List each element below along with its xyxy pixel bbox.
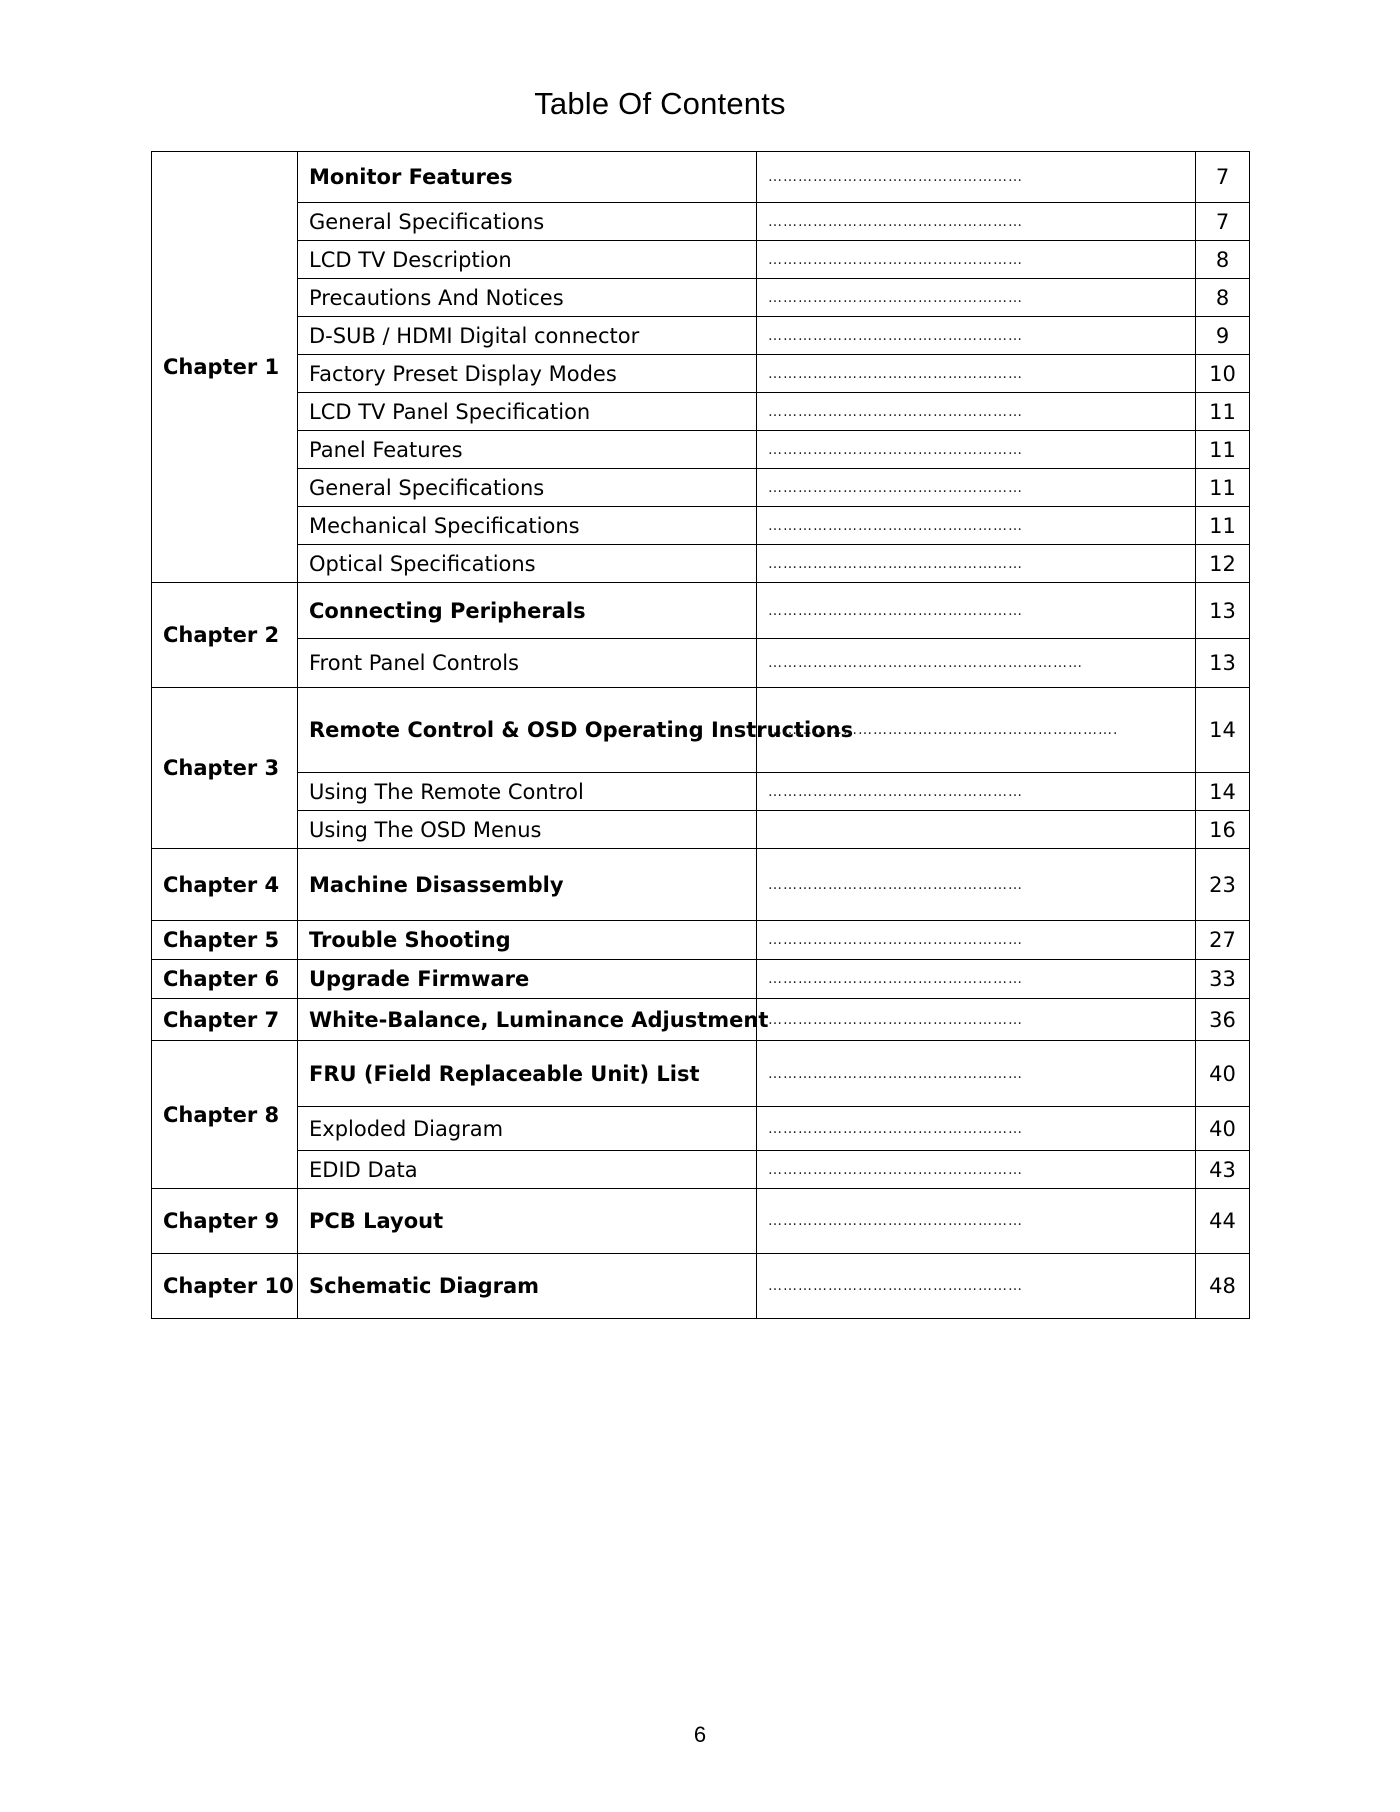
toc-entry-title[interactable]: LCD TV Panel Specification	[298, 393, 757, 431]
toc-page-number[interactable]: 11	[1196, 507, 1250, 545]
toc-entry-title[interactable]: General Specifications	[298, 203, 757, 241]
toc-page-number[interactable]: 14	[1196, 688, 1250, 773]
toc-row	[152, 639, 1250, 688]
toc-row	[152, 545, 1250, 583]
toc-row	[152, 431, 1250, 469]
dot-leader: ……………………………………………	[757, 545, 1196, 583]
toc-table	[151, 151, 1250, 1319]
dot-leader: ……………………………………………	[757, 469, 1196, 507]
dot-leader: ……………………………………………	[757, 1254, 1196, 1319]
dot-leader: ……………………………………………	[757, 583, 1196, 639]
toc-entry-title[interactable]: LCD TV Description	[298, 241, 757, 279]
toc-row	[152, 507, 1250, 545]
toc-page-number[interactable]: 11	[1196, 393, 1250, 431]
toc-page-number[interactable]: 43	[1196, 1151, 1250, 1189]
toc-page-number[interactable]: 13	[1196, 583, 1250, 639]
dot-leader: ……………………………………………	[757, 1151, 1196, 1189]
toc-row	[152, 773, 1250, 811]
toc-row	[152, 1151, 1250, 1189]
toc-entry-title[interactable]: Precautions And Notices	[298, 279, 757, 317]
dot-leader: ……………………………………………	[757, 999, 1196, 1041]
toc-page-number[interactable]: 13	[1196, 639, 1250, 688]
toc-row	[152, 279, 1250, 317]
toc-row	[152, 960, 1250, 999]
chapter-label: Chapter 3	[152, 688, 298, 849]
toc-entry-title[interactable]: Exploded Diagram	[298, 1107, 757, 1151]
chapter-label: Chapter 1	[152, 152, 298, 583]
dot-leader: ……………………………………………	[757, 921, 1196, 960]
toc-page-number[interactable]: 40	[1196, 1107, 1250, 1151]
toc-row	[152, 1254, 1250, 1319]
toc-page-number[interactable]: 9	[1196, 317, 1250, 355]
dot-leader: …………………………………………………………….	[757, 688, 1196, 773]
toc-row	[152, 152, 1250, 203]
toc-page-number[interactable]: 44	[1196, 1189, 1250, 1254]
dot-leader: ……………………………………………	[757, 1107, 1196, 1151]
toc-page-number[interactable]: 16	[1196, 811, 1250, 849]
chapter-label: Chapter 9	[152, 1189, 298, 1254]
toc-entry-title[interactable]: Using The Remote Control	[298, 773, 757, 811]
toc-row	[152, 1107, 1250, 1151]
toc-page-number[interactable]: 14	[1196, 773, 1250, 811]
chapter-label: Chapter 5	[152, 921, 298, 960]
toc-row	[152, 317, 1250, 355]
toc-page-number[interactable]: 40	[1196, 1041, 1250, 1107]
dot-leader: ……………………………………………	[757, 773, 1196, 811]
toc-page-number[interactable]: 11	[1196, 469, 1250, 507]
toc-entry-title[interactable]: Schematic Diagram	[298, 1254, 757, 1319]
toc-page-number[interactable]: 23	[1196, 849, 1250, 921]
toc-page-number[interactable]: 27	[1196, 921, 1250, 960]
toc-entry-title[interactable]: White-Balance, Luminance Adjustment	[298, 999, 757, 1041]
toc-page-number[interactable]: 33	[1196, 960, 1250, 999]
chapter-label: Chapter 8	[152, 1041, 298, 1189]
page-title: Table Of Contents	[534, 86, 786, 121]
dot-leader: ……………………………………………	[757, 317, 1196, 355]
toc-row	[152, 811, 1250, 849]
toc-page-number[interactable]: 48	[1196, 1254, 1250, 1319]
dot-leader: ……………………………………………	[757, 152, 1196, 203]
toc-entry-title[interactable]: Panel Features	[298, 431, 757, 469]
toc-entry-title[interactable]: Factory Preset Display Modes	[298, 355, 757, 393]
toc-entry-title[interactable]: PCB Layout	[298, 1189, 757, 1254]
toc-row	[152, 999, 1250, 1041]
toc-page-number[interactable]: 7	[1196, 203, 1250, 241]
toc-entry-title[interactable]: Front Panel Controls	[298, 639, 757, 688]
toc-entry-title[interactable]: Monitor Features	[298, 152, 757, 203]
dot-leader: ……………………………………………	[757, 849, 1196, 921]
dot-leader: ………………………………………………………	[757, 639, 1196, 688]
chapter-label: Chapter 10	[152, 1254, 298, 1319]
toc-page-number[interactable]: 12	[1196, 545, 1250, 583]
toc-row	[152, 355, 1250, 393]
toc-page-number[interactable]: 8	[1196, 241, 1250, 279]
toc-entry-title[interactable]: D-SUB / HDMI Digital connector	[298, 317, 757, 355]
dot-leader: ……………………………………………	[757, 431, 1196, 469]
toc-row	[152, 469, 1250, 507]
toc-row	[152, 241, 1250, 279]
toc-page-number[interactable]: 7	[1196, 152, 1250, 203]
toc-row	[152, 203, 1250, 241]
toc-entry-title[interactable]: Upgrade Firmware	[298, 960, 757, 999]
toc-row	[152, 688, 1250, 773]
toc-entry-title[interactable]: Machine Disassembly	[298, 849, 757, 921]
toc-page-number[interactable]: 11	[1196, 431, 1250, 469]
toc-row	[152, 1041, 1250, 1107]
dot-leader: ……………………………………………	[757, 393, 1196, 431]
toc-row	[152, 1189, 1250, 1254]
toc-page-number[interactable]: 10	[1196, 355, 1250, 393]
toc-row	[152, 849, 1250, 921]
toc-entry-title[interactable]: General Specifications	[298, 469, 757, 507]
page-number: 6	[693, 1722, 707, 1747]
dot-leader: ……………………………………………	[757, 960, 1196, 999]
dot-leader: ……………………………………………	[757, 507, 1196, 545]
toc-row	[152, 583, 1250, 639]
toc-entry-title[interactable]: Mechanical Specifications	[298, 507, 757, 545]
dot-leader: ……………………………………………	[757, 241, 1196, 279]
toc-entry-title[interactable]: Remote Control & OSD Operating Instructions	[298, 688, 757, 773]
toc-row	[152, 921, 1250, 960]
dot-leader: ……………………………………………	[757, 355, 1196, 393]
toc-page-number[interactable]: 8	[1196, 279, 1250, 317]
chapter-label: Chapter 7	[152, 999, 298, 1041]
toc-entry-title[interactable]: Connecting Peripherals	[298, 583, 757, 639]
toc-entry-title[interactable]: Optical Specifications	[298, 545, 757, 583]
toc-page-number[interactable]: 36	[1196, 999, 1250, 1041]
dot-leader: ……………………………………………	[757, 203, 1196, 241]
chapter-label: Chapter 6	[152, 960, 298, 999]
empty-dot-leader	[757, 811, 1196, 849]
toc-entry-title[interactable]: Trouble Shooting	[298, 921, 757, 960]
toc-entry-title[interactable]: FRU (Field Replaceable Unit) List	[298, 1041, 757, 1107]
dot-leader: ……………………………………………	[757, 1189, 1196, 1254]
toc-entry-title[interactable]: Using The OSD Menus	[298, 811, 757, 849]
toc-entry-title[interactable]: EDID Data	[298, 1151, 757, 1189]
toc-row	[152, 393, 1250, 431]
dot-leader: ……………………………………………	[757, 279, 1196, 317]
chapter-label: Chapter 4	[152, 849, 298, 921]
dot-leader: ……………………………………………	[757, 1041, 1196, 1107]
chapter-label: Chapter 2	[152, 583, 298, 688]
